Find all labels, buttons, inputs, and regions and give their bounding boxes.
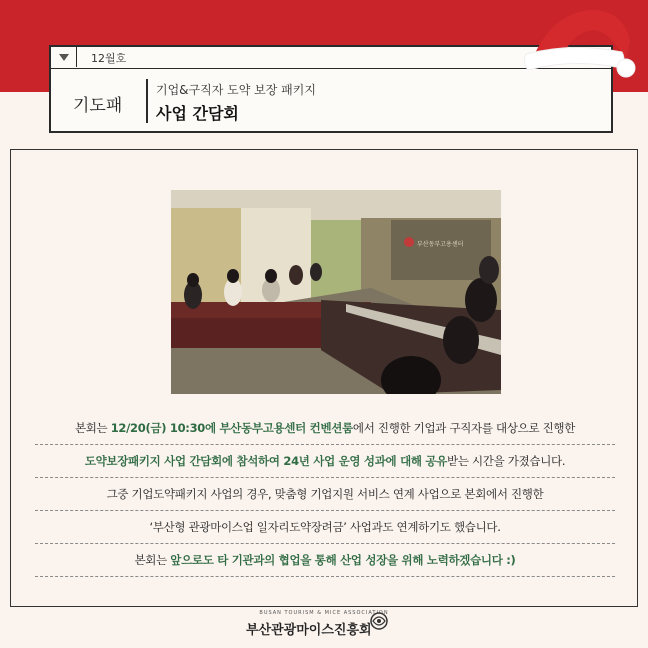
highlighted-text: 12/20(금) 10:30에 부산동부고용센터 컨벤션룸: [110, 421, 353, 435]
santa-hat-icon: [522, 2, 640, 84]
body-text: 에서 진행한 기업과 구직자를 대상으로 진행한: [352, 421, 576, 435]
article-line: [35, 445, 615, 478]
article-line: [35, 544, 615, 577]
body-text: 본회는: [134, 553, 171, 567]
issue-label: 12월호: [91, 52, 127, 65]
body-text: 그중 기업도약패키지 사업의 경우, 맞춤형 기업지원 서비스 연계 사업으로 본회에서 진행한: [106, 487, 544, 501]
body-text: 받는 시간을 가졌습니다.: [447, 454, 566, 468]
body-text: ‘부산형 관광마이스업 일자리도약장려금’ 사업과도 연계하기도 했습니다.: [149, 520, 501, 534]
event-photo: [171, 190, 501, 394]
page-subtitle: 기업&구직자 도약 보장 패키지: [156, 83, 316, 97]
article-text: [35, 412, 615, 577]
article-line: [35, 412, 615, 445]
header-divider: [146, 79, 148, 123]
dropdown-toggle[interactable]: [51, 47, 77, 67]
association-logo-icon: [368, 610, 390, 632]
article-line: [35, 511, 615, 544]
footer-english-name: BUSAN TOURISM & MICE ASSOCIATION: [259, 610, 389, 616]
highlighted-text: 도약보장패키지 사업 간담회에 참석하여 24년 사업 운영 성과에 대해 공유: [84, 454, 448, 468]
highlighted-text: 앞으로도 타 기관과의 협업을 통해 산업 성장을 위해 노력하겠습니다 :): [170, 553, 516, 567]
footer: [0, 610, 648, 640]
photo-sign-text: 부산동부고용센터: [417, 241, 464, 248]
content-box: [10, 149, 638, 607]
article-line: [35, 478, 615, 511]
footer-association-name: 부산관광마이스진흥회: [246, 623, 372, 638]
page-title: 사업 간담회: [156, 104, 239, 123]
dropdown-triangle-icon: [59, 54, 69, 61]
category-label: 기도패: [73, 96, 123, 116]
body-text: 본회는: [74, 421, 111, 435]
